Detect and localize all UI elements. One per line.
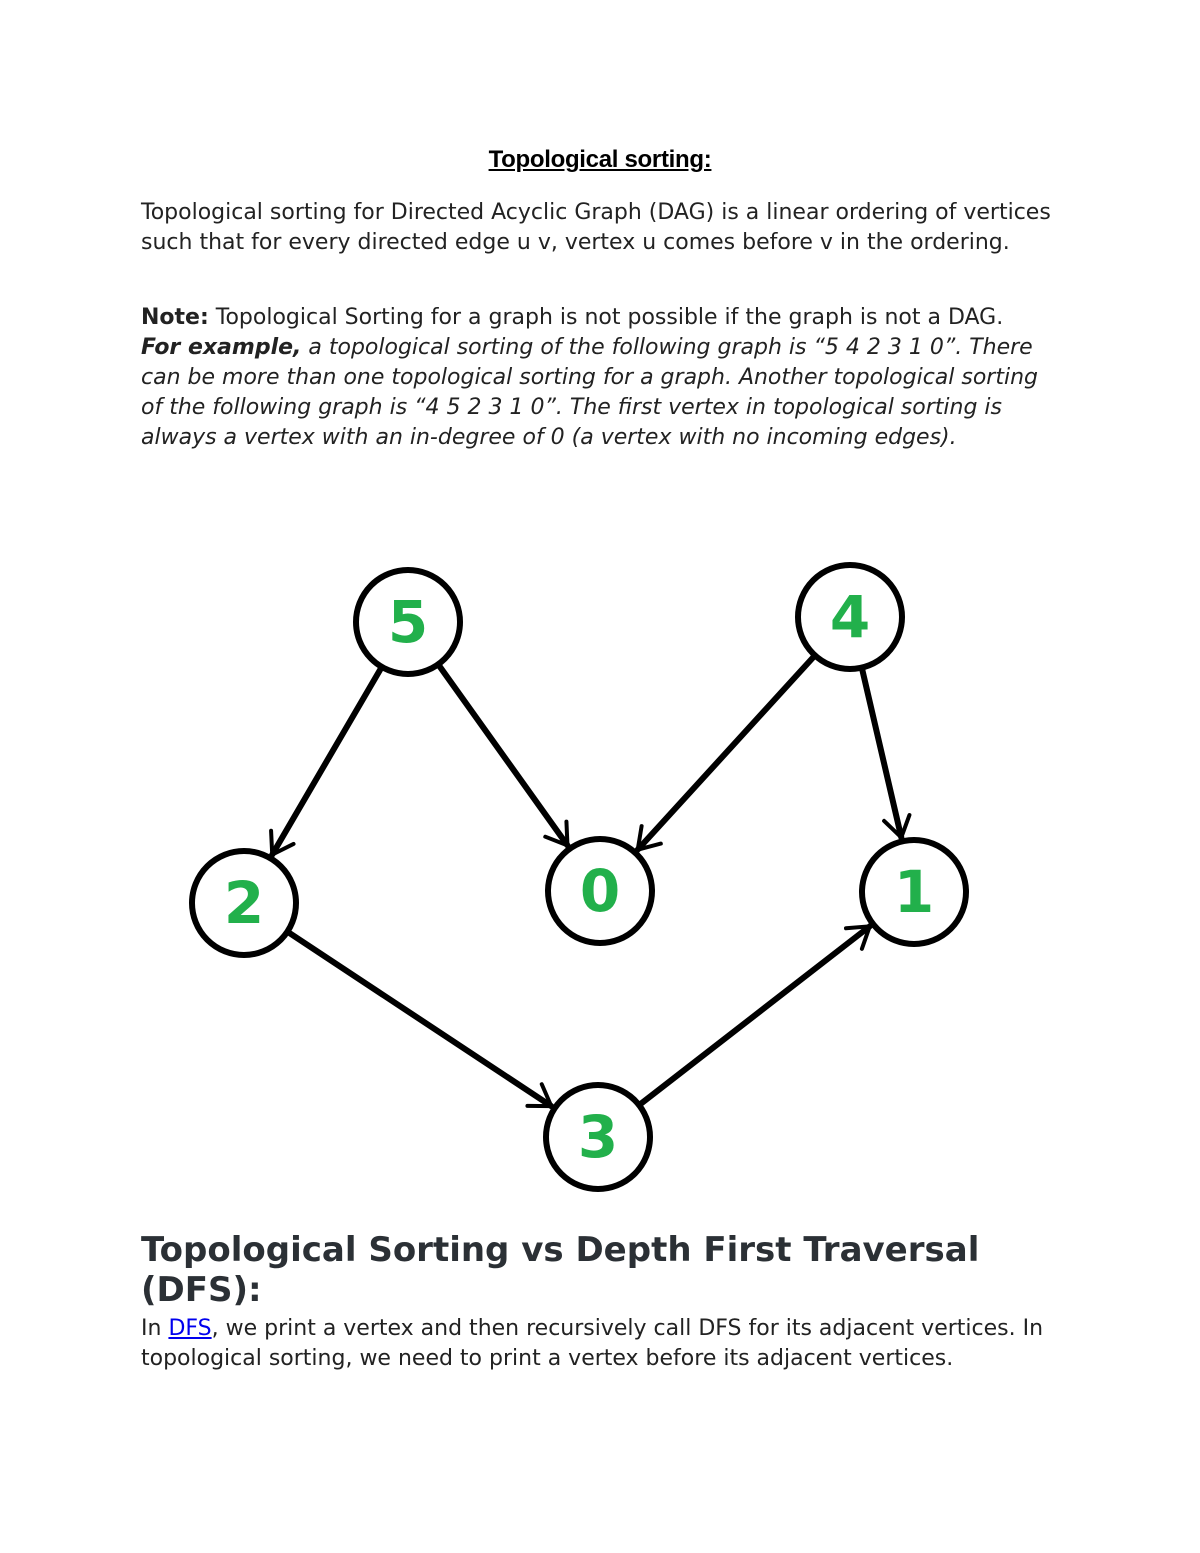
edge-line: [862, 670, 901, 838]
graph-nodes: [192, 565, 966, 1189]
edge-4-to-1: [862, 670, 909, 838]
note-paragraph: [141, 303, 1066, 453]
dfs-prefix: In: [141, 1316, 169, 1341]
example-label: For example,: [141, 335, 302, 360]
graph-node-5: [356, 570, 460, 674]
graph-node-2: [192, 851, 296, 955]
dfs-link[interactable]: DFS: [168, 1316, 212, 1341]
graph-node-4: [798, 565, 902, 669]
edge-4-to-0: [638, 657, 814, 850]
edge-line: [272, 669, 381, 855]
edge-line: [439, 666, 567, 845]
edge-line: [289, 933, 551, 1106]
node-label: 4: [829, 583, 871, 651]
dfs-text: , we print a vertex and then recursively call DFS for its adjacent vertices. In topological sorting, we need to print a vertex before its adjacent vertices.: [141, 1316, 1044, 1371]
note-label: Note:: [141, 305, 209, 330]
edge-3-to-1: [641, 926, 870, 1104]
edge-2-to-3: [289, 933, 551, 1106]
node-label: 2: [223, 869, 265, 937]
example-text: a topological sorting of the following graph is “5 4 2 3 1 0”. There can be more than one topological sorting for a graph. Another topological sorting of the following graph is “4 5 2 3 1 0”. The first vertex in topological sorting is always a vertex with an in-degree of 0 (a vertex with no incoming edges).: [141, 335, 1038, 450]
node-label: 0: [579, 857, 621, 925]
graph-node-0: [548, 839, 652, 943]
example-text-block: [141, 335, 1038, 450]
page-title: Topological sorting:: [488, 146, 712, 173]
edge-line: [638, 657, 814, 850]
edge-5-to-2: [271, 669, 381, 855]
section-heading-dfs: Topological Sorting vs Depth First Traversal (DFS):: [141, 1230, 980, 1310]
intro-paragraph: Topological sorting for Directed Acyclic Graph (DAG) is a linear ordering of vertices such that for every directed edge u v, vertex u comes before v in the ordering.: [141, 200, 1051, 255]
graph-node-3: [546, 1085, 650, 1189]
node-label: 3: [577, 1103, 619, 1171]
node-label: 5: [387, 588, 429, 656]
edge-5-to-0: [439, 666, 567, 845]
dag-graph-diagram: [0, 540, 1200, 1210]
dfs-paragraph: [141, 1314, 1066, 1374]
node-label: 1: [893, 858, 935, 926]
note-text: Topological Sorting for a graph is not possible if the graph is not a DAG.: [208, 305, 1004, 330]
graph-node-1: [862, 840, 966, 944]
edge-line: [641, 926, 870, 1104]
